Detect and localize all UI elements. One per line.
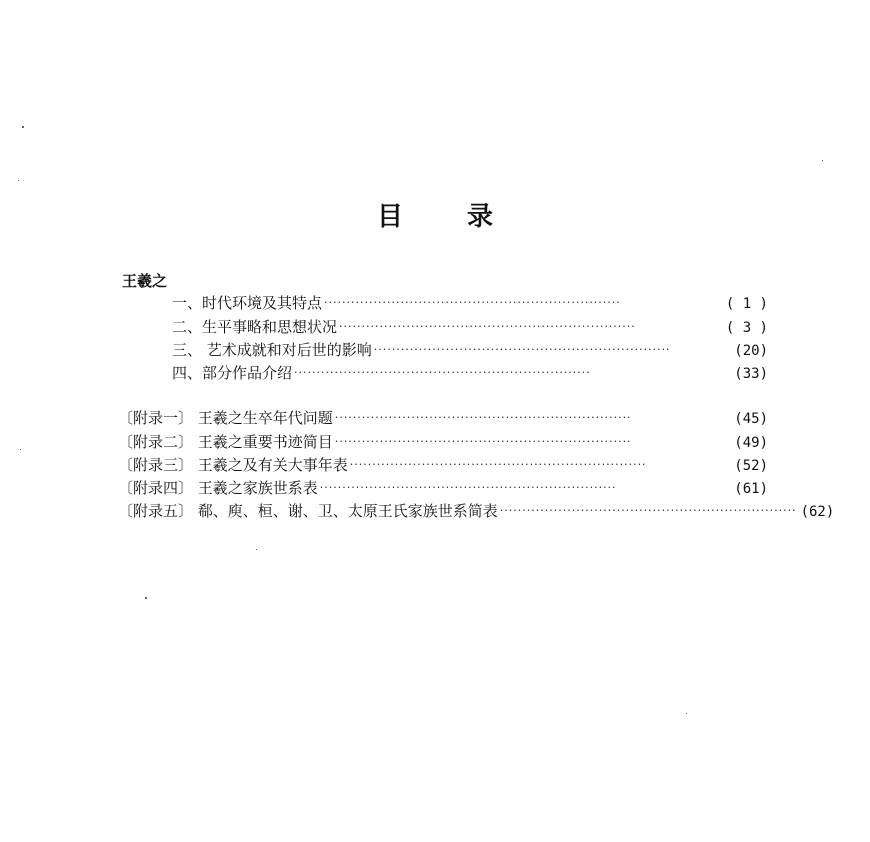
toc-entry-label: 〔附录二〕 王羲之重要书迹简目 <box>118 433 333 451</box>
toc-entry-label: 一、时代环境及其特点 <box>172 294 323 312</box>
toc-entry-appendix-4 <box>118 477 768 497</box>
dot-leader: ·································································· <box>349 458 647 471</box>
page-title <box>0 196 870 233</box>
toc-page-number: (33) <box>734 366 768 382</box>
dot-leader: ·································································· <box>319 481 617 494</box>
scan-speck <box>22 126 24 128</box>
toc-entry-chapter-3 <box>172 339 768 359</box>
dot-leader: ·································································· <box>294 366 591 379</box>
toc-entry-appendix-3 <box>118 454 768 474</box>
toc-entry-label: 二、生平事略和思想状况 <box>172 318 338 336</box>
dot-leader: ·································································· <box>499 504 797 517</box>
toc-entry-appendix-1 <box>118 407 768 427</box>
toc-entry-label: 〔附录一〕 王羲之生卒年代问题 <box>118 409 333 427</box>
toc-entry-label: 〔附录四〕 王羲之家族世系表 <box>118 479 318 497</box>
toc-entry-appendix-5 <box>118 500 835 520</box>
scan-speck <box>822 160 823 161</box>
scan-speck <box>256 549 257 550</box>
toc-page-number: (49) <box>734 435 768 451</box>
toc-entry-label: 〔附录五〕 郗、庾、桓、谢、卫、太原王氏家族世系简表 <box>118 502 498 520</box>
toc-page-number: (45) <box>734 411 768 427</box>
page-title-char-2: 录 <box>467 202 494 232</box>
section-heading: 王羲之 <box>122 272 168 290</box>
toc-page-number: (61) <box>734 481 768 497</box>
toc-page-number: ( 1 ) <box>725 296 768 312</box>
dot-leader: ·································································· <box>373 343 671 356</box>
dot-leader: ·································································· <box>339 320 636 333</box>
toc-entry-appendix-2 <box>118 431 768 451</box>
toc-page-number: (52) <box>734 458 768 474</box>
toc-page-number: (62) <box>800 504 835 520</box>
toc-page-number: ( 3 ) <box>725 320 768 336</box>
scan-speck <box>145 597 147 599</box>
page-title-char-1: 目 <box>377 202 404 232</box>
dot-leader: ·································································· <box>324 296 621 309</box>
dot-leader: ·································································· <box>334 411 632 424</box>
scan-speck <box>18 180 19 181</box>
toc-entry-chapter-2 <box>172 316 768 336</box>
toc-entry-label: 三、 艺术成就和对后世的影响 <box>172 341 372 359</box>
scan-speck <box>686 713 687 714</box>
toc-entry-chapter-1 <box>172 292 768 312</box>
toc-page-number: (20) <box>734 343 768 359</box>
toc-entry-label: 〔附录三〕 王羲之及有关大事年表 <box>118 456 348 474</box>
toc-entry-chapter-4 <box>172 362 768 382</box>
dot-leader: ·································································· <box>334 435 632 448</box>
scan-speck <box>20 449 21 450</box>
toc-entry-label: 四、部分作品介绍 <box>172 364 293 382</box>
